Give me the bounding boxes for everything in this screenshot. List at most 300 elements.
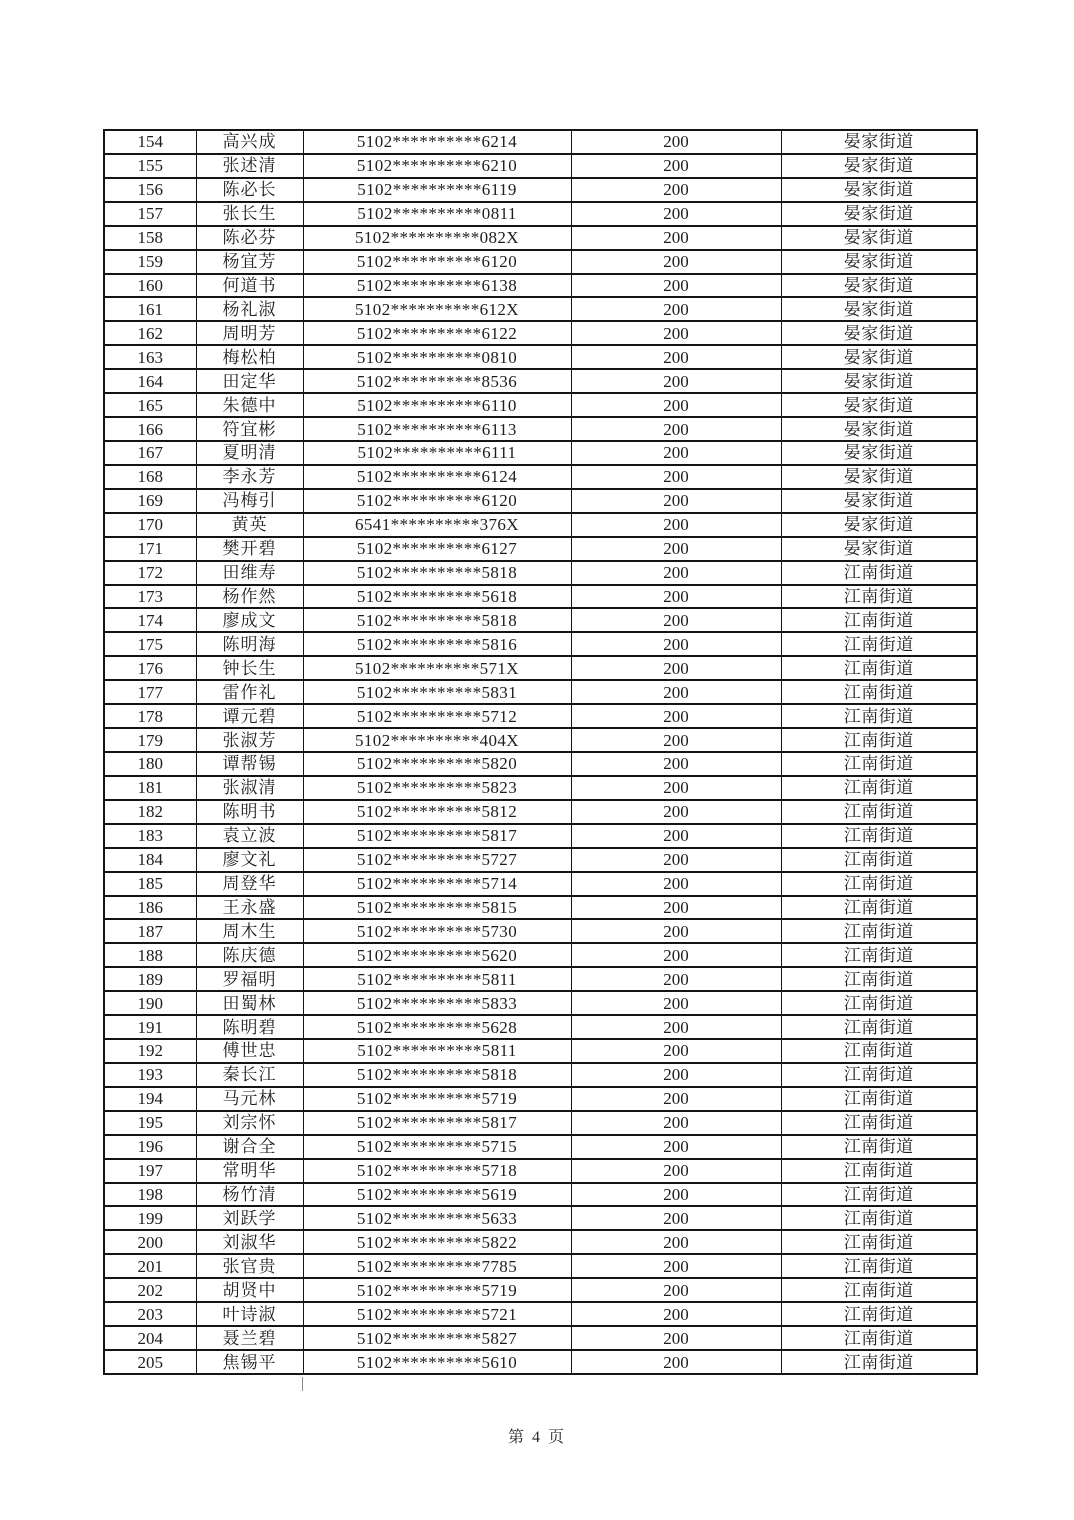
cell-person-name: 田蜀林 xyxy=(196,991,303,1015)
cell-person-name: 何道书 xyxy=(196,274,303,298)
cell-amount: 200 xyxy=(571,178,781,202)
table-row xyxy=(104,297,977,321)
cell-amount: 200 xyxy=(571,608,781,632)
cell-amount: 200 xyxy=(571,1159,781,1183)
cell-id-masked: 5102**********6119 xyxy=(303,178,571,202)
cell-row-number: 160 xyxy=(104,274,196,298)
cell-row-number: 198 xyxy=(104,1183,196,1207)
cell-row-number: 175 xyxy=(104,632,196,656)
cell-person-name: 田定华 xyxy=(196,369,303,393)
cell-amount: 200 xyxy=(571,345,781,369)
cell-row-number: 184 xyxy=(104,848,196,872)
cell-row-number: 173 xyxy=(104,585,196,609)
table-row xyxy=(104,776,977,800)
cell-person-name: 陈明碧 xyxy=(196,1015,303,1039)
cell-person-name: 田维寿 xyxy=(196,561,303,585)
cell-id-masked: 5102**********5833 xyxy=(303,991,571,1015)
cell-street: 晏家街道 xyxy=(781,154,977,178)
cell-street: 晏家街道 xyxy=(781,250,977,274)
cell-person-name: 杨作然 xyxy=(196,585,303,609)
cell-person-name: 陈必长 xyxy=(196,178,303,202)
cell-row-number: 189 xyxy=(104,967,196,991)
table-row xyxy=(104,1087,977,1111)
cell-amount: 200 xyxy=(571,1039,781,1063)
cell-street: 晏家街道 xyxy=(781,226,977,250)
cell-id-masked: 5102**********5620 xyxy=(303,943,571,967)
table-row xyxy=(104,1135,977,1159)
cell-id-masked: 5102**********6122 xyxy=(303,321,571,345)
cell-person-name: 廖成文 xyxy=(196,608,303,632)
cell-id-masked: 5102**********5719 xyxy=(303,1278,571,1302)
cell-person-name: 聂兰碧 xyxy=(196,1326,303,1350)
cell-amount: 200 xyxy=(571,872,781,896)
cell-street: 江南街道 xyxy=(781,728,977,752)
cell-row-number: 191 xyxy=(104,1015,196,1039)
cell-amount: 200 xyxy=(571,991,781,1015)
cell-person-name: 杨礼淑 xyxy=(196,297,303,321)
cell-street: 江南街道 xyxy=(781,1254,977,1278)
cell-person-name: 陈必芬 xyxy=(196,226,303,250)
cell-street: 江南街道 xyxy=(781,1063,977,1087)
table-row xyxy=(104,537,977,561)
table-row xyxy=(104,728,977,752)
cell-amount: 200 xyxy=(571,513,781,537)
cell-street: 江南街道 xyxy=(781,896,977,920)
cell-person-name: 胡贤中 xyxy=(196,1278,303,1302)
table-body xyxy=(104,130,977,1374)
table-row xyxy=(104,680,977,704)
cell-amount: 200 xyxy=(571,441,781,465)
cell-amount: 200 xyxy=(571,369,781,393)
cell-person-name: 傅世忠 xyxy=(196,1039,303,1063)
cell-id-masked: 5102**********5618 xyxy=(303,585,571,609)
cell-amount: 200 xyxy=(571,226,781,250)
cell-amount: 200 xyxy=(571,202,781,226)
cell-amount: 200 xyxy=(571,1302,781,1326)
table-row xyxy=(104,632,977,656)
cell-amount: 200 xyxy=(571,1135,781,1159)
table-row xyxy=(104,585,977,609)
cell-person-name: 王永盛 xyxy=(196,896,303,920)
cell-person-name: 廖文礼 xyxy=(196,848,303,872)
cell-street: 晏家街道 xyxy=(781,537,977,561)
table-row xyxy=(104,369,977,393)
cell-person-name: 夏明清 xyxy=(196,441,303,465)
cell-person-name: 刘淑华 xyxy=(196,1230,303,1254)
cell-person-name: 李永芳 xyxy=(196,465,303,489)
cell-street: 江南街道 xyxy=(781,943,977,967)
cell-id-masked: 5102**********5715 xyxy=(303,1135,571,1159)
cell-id-masked: 5102**********5827 xyxy=(303,1326,571,1350)
cell-id-masked: 5102**********6113 xyxy=(303,417,571,441)
cell-row-number: 174 xyxy=(104,608,196,632)
cell-amount: 200 xyxy=(571,393,781,417)
cell-row-number: 195 xyxy=(104,1111,196,1135)
cell-amount: 200 xyxy=(571,585,781,609)
cell-id-masked: 5102**********5811 xyxy=(303,967,571,991)
cell-row-number: 180 xyxy=(104,752,196,776)
cell-row-number: 171 xyxy=(104,537,196,561)
cell-row-number: 200 xyxy=(104,1230,196,1254)
cell-id-masked: 5102**********082X xyxy=(303,226,571,250)
cell-street: 江南街道 xyxy=(781,919,977,943)
page-footer: 第 4 页 xyxy=(507,1429,566,1446)
cell-amount: 200 xyxy=(571,776,781,800)
cell-amount: 200 xyxy=(571,1350,781,1374)
table-row xyxy=(104,345,977,369)
cell-row-number: 197 xyxy=(104,1159,196,1183)
cell-amount: 200 xyxy=(571,417,781,441)
cell-street: 晏家街道 xyxy=(781,321,977,345)
cell-street: 晏家街道 xyxy=(781,465,977,489)
cell-amount: 200 xyxy=(571,1278,781,1302)
cell-id-masked: 5102**********5719 xyxy=(303,1087,571,1111)
table-row xyxy=(104,656,977,680)
cell-amount: 200 xyxy=(571,250,781,274)
cell-row-number: 159 xyxy=(104,250,196,274)
table-row xyxy=(104,1230,977,1254)
cell-row-number: 162 xyxy=(104,321,196,345)
cell-id-masked: 5102**********5816 xyxy=(303,632,571,656)
table-row xyxy=(104,1015,977,1039)
cell-street: 江南街道 xyxy=(781,776,977,800)
cell-person-name: 杨竹清 xyxy=(196,1183,303,1207)
cell-id-masked: 5102**********6210 xyxy=(303,154,571,178)
table-row xyxy=(104,1278,977,1302)
cell-street: 江南街道 xyxy=(781,561,977,585)
cell-id-masked: 5102**********0811 xyxy=(303,202,571,226)
cell-street: 江南街道 xyxy=(781,656,977,680)
cell-id-masked: 5102**********6214 xyxy=(303,130,571,154)
cell-street: 江南街道 xyxy=(781,1135,977,1159)
table-row xyxy=(104,1302,977,1326)
table-row xyxy=(104,824,977,848)
cell-person-name: 高兴成 xyxy=(196,130,303,154)
cell-id-masked: 5102**********5619 xyxy=(303,1183,571,1207)
cell-amount: 200 xyxy=(571,848,781,872)
cell-amount: 200 xyxy=(571,465,781,489)
cell-row-number: 192 xyxy=(104,1039,196,1063)
cell-person-name: 马元林 xyxy=(196,1087,303,1111)
table-row xyxy=(104,178,977,202)
cell-row-number: 155 xyxy=(104,154,196,178)
cell-amount: 200 xyxy=(571,752,781,776)
cell-street: 晏家街道 xyxy=(781,393,977,417)
cell-id-masked: 5102**********5730 xyxy=(303,919,571,943)
cell-person-name: 朱德中 xyxy=(196,393,303,417)
cell-person-name: 钟长生 xyxy=(196,656,303,680)
table-row xyxy=(104,991,977,1015)
cell-row-number: 164 xyxy=(104,369,196,393)
table-row xyxy=(104,1326,977,1350)
cell-row-number: 181 xyxy=(104,776,196,800)
cell-id-masked: 5102**********5815 xyxy=(303,896,571,920)
table-row xyxy=(104,1183,977,1207)
cell-street: 江南街道 xyxy=(781,1183,977,1207)
cell-id-masked: 5102**********5628 xyxy=(303,1015,571,1039)
cell-id-masked: 5102**********5727 xyxy=(303,848,571,872)
cell-person-name: 刘跃学 xyxy=(196,1206,303,1230)
table-row xyxy=(104,919,977,943)
cell-row-number: 183 xyxy=(104,824,196,848)
cell-street: 江南街道 xyxy=(781,752,977,776)
cell-person-name: 叶诗淑 xyxy=(196,1302,303,1326)
cell-amount: 200 xyxy=(571,1326,781,1350)
cell-row-number: 188 xyxy=(104,943,196,967)
cell-row-number: 204 xyxy=(104,1326,196,1350)
table-row xyxy=(104,274,977,298)
cell-amount: 200 xyxy=(571,656,781,680)
cell-id-masked: 5102**********6138 xyxy=(303,274,571,298)
cell-person-name: 陈明书 xyxy=(196,800,303,824)
cell-person-name: 周木生 xyxy=(196,919,303,943)
cell-street: 晏家街道 xyxy=(781,513,977,537)
cell-row-number: 168 xyxy=(104,465,196,489)
cell-street: 江南街道 xyxy=(781,585,977,609)
cell-street: 江南街道 xyxy=(781,632,977,656)
cell-amount: 200 xyxy=(571,1230,781,1254)
cell-street: 江南街道 xyxy=(781,1111,977,1135)
table-row xyxy=(104,154,977,178)
cell-row-number: 178 xyxy=(104,704,196,728)
cell-id-masked: 5102**********5831 xyxy=(303,680,571,704)
cell-id-masked: 5102**********6111 xyxy=(303,441,571,465)
cell-amount: 200 xyxy=(571,728,781,752)
cell-amount: 200 xyxy=(571,154,781,178)
cell-id-masked: 5102**********0810 xyxy=(303,345,571,369)
cell-amount: 200 xyxy=(571,1183,781,1207)
cell-id-masked: 5102**********5818 xyxy=(303,561,571,585)
cell-row-number: 186 xyxy=(104,896,196,920)
cell-id-masked: 5102**********404X xyxy=(303,728,571,752)
cell-row-number: 196 xyxy=(104,1135,196,1159)
cell-person-name: 张长生 xyxy=(196,202,303,226)
cell-amount: 200 xyxy=(571,1254,781,1278)
cell-id-masked: 5102**********5818 xyxy=(303,608,571,632)
cell-row-number: 179 xyxy=(104,728,196,752)
cell-person-name: 黄英 xyxy=(196,513,303,537)
table-row xyxy=(104,872,977,896)
cell-id-masked: 5102**********8536 xyxy=(303,369,571,393)
cell-row-number: 201 xyxy=(104,1254,196,1278)
cell-id-masked: 5102**********5633 xyxy=(303,1206,571,1230)
cell-street: 晏家街道 xyxy=(781,178,977,202)
cell-amount: 200 xyxy=(571,704,781,728)
cell-amount: 200 xyxy=(571,1087,781,1111)
cell-row-number: 187 xyxy=(104,919,196,943)
cell-id-masked: 5102**********5712 xyxy=(303,704,571,728)
cell-person-name: 梅松柏 xyxy=(196,345,303,369)
cell-row-number: 193 xyxy=(104,1063,196,1087)
cell-street: 江南街道 xyxy=(781,800,977,824)
cell-id-masked: 5102**********5812 xyxy=(303,800,571,824)
cell-id-masked: 5102**********612X xyxy=(303,297,571,321)
cell-row-number: 169 xyxy=(104,489,196,513)
cell-street: 江南街道 xyxy=(781,608,977,632)
cell-street: 江南街道 xyxy=(781,824,977,848)
cell-id-masked: 5102**********5817 xyxy=(303,824,571,848)
cell-person-name: 杨宜芳 xyxy=(196,250,303,274)
cell-id-masked: 5102**********5811 xyxy=(303,1039,571,1063)
cell-street: 江南街道 xyxy=(781,1206,977,1230)
table-row xyxy=(104,943,977,967)
cell-id-masked: 5102**********5817 xyxy=(303,1111,571,1135)
table-row xyxy=(104,1350,977,1374)
cell-amount: 200 xyxy=(571,1015,781,1039)
cell-amount: 200 xyxy=(571,632,781,656)
cell-street: 江南街道 xyxy=(781,680,977,704)
cell-street: 江南街道 xyxy=(781,848,977,872)
cell-row-number: 190 xyxy=(104,991,196,1015)
cell-id-masked: 5102**********6127 xyxy=(303,537,571,561)
table-row xyxy=(104,1039,977,1063)
cell-street: 晏家街道 xyxy=(781,130,977,154)
table-row xyxy=(104,513,977,537)
cell-row-number: 203 xyxy=(104,1302,196,1326)
cell-amount: 200 xyxy=(571,967,781,991)
cell-amount: 200 xyxy=(571,537,781,561)
table-row xyxy=(104,321,977,345)
cell-person-name: 符宜彬 xyxy=(196,417,303,441)
table-row xyxy=(104,1206,977,1230)
cell-amount: 200 xyxy=(571,1206,781,1230)
cell-street: 江南街道 xyxy=(781,1039,977,1063)
table-row xyxy=(104,800,977,824)
cell-amount: 200 xyxy=(571,561,781,585)
cell-row-number: 161 xyxy=(104,297,196,321)
cell-person-name: 冯梅引 xyxy=(196,489,303,513)
cell-street: 江南街道 xyxy=(781,1087,977,1111)
cell-row-number: 182 xyxy=(104,800,196,824)
cell-row-number: 194 xyxy=(104,1087,196,1111)
table-row xyxy=(104,561,977,585)
cell-amount: 200 xyxy=(571,1063,781,1087)
cell-row-number: 185 xyxy=(104,872,196,896)
cell-row-number: 163 xyxy=(104,345,196,369)
cell-street: 晏家街道 xyxy=(781,202,977,226)
cell-street: 晏家街道 xyxy=(781,489,977,513)
cell-amount: 200 xyxy=(571,297,781,321)
cell-street: 江南街道 xyxy=(781,1015,977,1039)
cell-id-masked: 5102**********6110 xyxy=(303,393,571,417)
cell-person-name: 张官贵 xyxy=(196,1254,303,1278)
cell-street: 晏家街道 xyxy=(781,417,977,441)
table-row xyxy=(104,896,977,920)
cell-id-masked: 5102**********5610 xyxy=(303,1350,571,1374)
cell-street: 江南街道 xyxy=(781,1350,977,1374)
cell-person-name: 陈庆德 xyxy=(196,943,303,967)
cell-row-number: 157 xyxy=(104,202,196,226)
cell-street: 晏家街道 xyxy=(781,345,977,369)
cell-amount: 200 xyxy=(571,1111,781,1135)
cell-street: 江南街道 xyxy=(781,1326,977,1350)
cell-person-name: 周登华 xyxy=(196,872,303,896)
cell-id-masked: 5102**********5718 xyxy=(303,1159,571,1183)
cell-amount: 200 xyxy=(571,680,781,704)
cell-person-name: 刘宗怀 xyxy=(196,1111,303,1135)
cell-person-name: 焦锡平 xyxy=(196,1350,303,1374)
cell-amount: 200 xyxy=(571,321,781,345)
cell-person-name: 谢合全 xyxy=(196,1135,303,1159)
recipient-table xyxy=(103,129,978,1375)
table-row xyxy=(104,130,977,154)
table-row xyxy=(104,608,977,632)
cell-id-masked: 5102**********5714 xyxy=(303,872,571,896)
cell-row-number: 166 xyxy=(104,417,196,441)
cell-row-number: 154 xyxy=(104,130,196,154)
table-row xyxy=(104,1159,977,1183)
table-row xyxy=(104,1063,977,1087)
cell-person-name: 张述清 xyxy=(196,154,303,178)
cell-street: 晏家街道 xyxy=(781,441,977,465)
table-row xyxy=(104,704,977,728)
cell-amount: 200 xyxy=(571,274,781,298)
cell-row-number: 156 xyxy=(104,178,196,202)
cell-id-masked: 5102**********5822 xyxy=(303,1230,571,1254)
table-row xyxy=(104,465,977,489)
cell-id-masked: 5102**********5818 xyxy=(303,1063,571,1087)
cell-row-number: 158 xyxy=(104,226,196,250)
cell-id-masked: 5102**********571X xyxy=(303,656,571,680)
cell-person-name: 雷作礼 xyxy=(196,680,303,704)
cell-street: 江南街道 xyxy=(781,991,977,1015)
cell-amount: 200 xyxy=(571,896,781,920)
table-row xyxy=(104,417,977,441)
cell-person-name: 袁立波 xyxy=(196,824,303,848)
cell-row-number: 167 xyxy=(104,441,196,465)
table-row xyxy=(104,752,977,776)
cell-street: 江南街道 xyxy=(781,967,977,991)
cell-amount: 200 xyxy=(571,130,781,154)
cell-person-name: 周明芳 xyxy=(196,321,303,345)
table-row xyxy=(104,441,977,465)
table-row xyxy=(104,967,977,991)
cell-id-masked: 5102**********5721 xyxy=(303,1302,571,1326)
cell-person-name: 罗福明 xyxy=(196,967,303,991)
cell-street: 江南街道 xyxy=(781,1302,977,1326)
table-row xyxy=(104,226,977,250)
cell-amount: 200 xyxy=(571,943,781,967)
cell-id-masked: 5102**********7785 xyxy=(303,1254,571,1278)
cell-row-number: 172 xyxy=(104,561,196,585)
cell-street: 晏家街道 xyxy=(781,274,977,298)
table-row xyxy=(104,848,977,872)
cell-row-number: 202 xyxy=(104,1278,196,1302)
cell-street: 晏家街道 xyxy=(781,297,977,321)
scan-artifact-tick xyxy=(302,1377,303,1391)
cell-street: 江南街道 xyxy=(781,704,977,728)
cell-amount: 200 xyxy=(571,489,781,513)
table-row xyxy=(104,202,977,226)
cell-row-number: 205 xyxy=(104,1350,196,1374)
cell-person-name: 陈明海 xyxy=(196,632,303,656)
cell-street: 江南街道 xyxy=(781,1159,977,1183)
table-row xyxy=(104,489,977,513)
cell-row-number: 176 xyxy=(104,656,196,680)
cell-street: 江南街道 xyxy=(781,872,977,896)
cell-row-number: 199 xyxy=(104,1206,196,1230)
table-row xyxy=(104,250,977,274)
cell-amount: 200 xyxy=(571,919,781,943)
cell-person-name: 谭帮锡 xyxy=(196,752,303,776)
table-row xyxy=(104,1111,977,1135)
cell-id-masked: 5102**********6120 xyxy=(303,489,571,513)
cell-id-masked: 5102**********5823 xyxy=(303,776,571,800)
cell-amount: 200 xyxy=(571,800,781,824)
cell-id-masked: 5102**********6120 xyxy=(303,250,571,274)
cell-id-masked: 6541**********376X xyxy=(303,513,571,537)
cell-row-number: 165 xyxy=(104,393,196,417)
